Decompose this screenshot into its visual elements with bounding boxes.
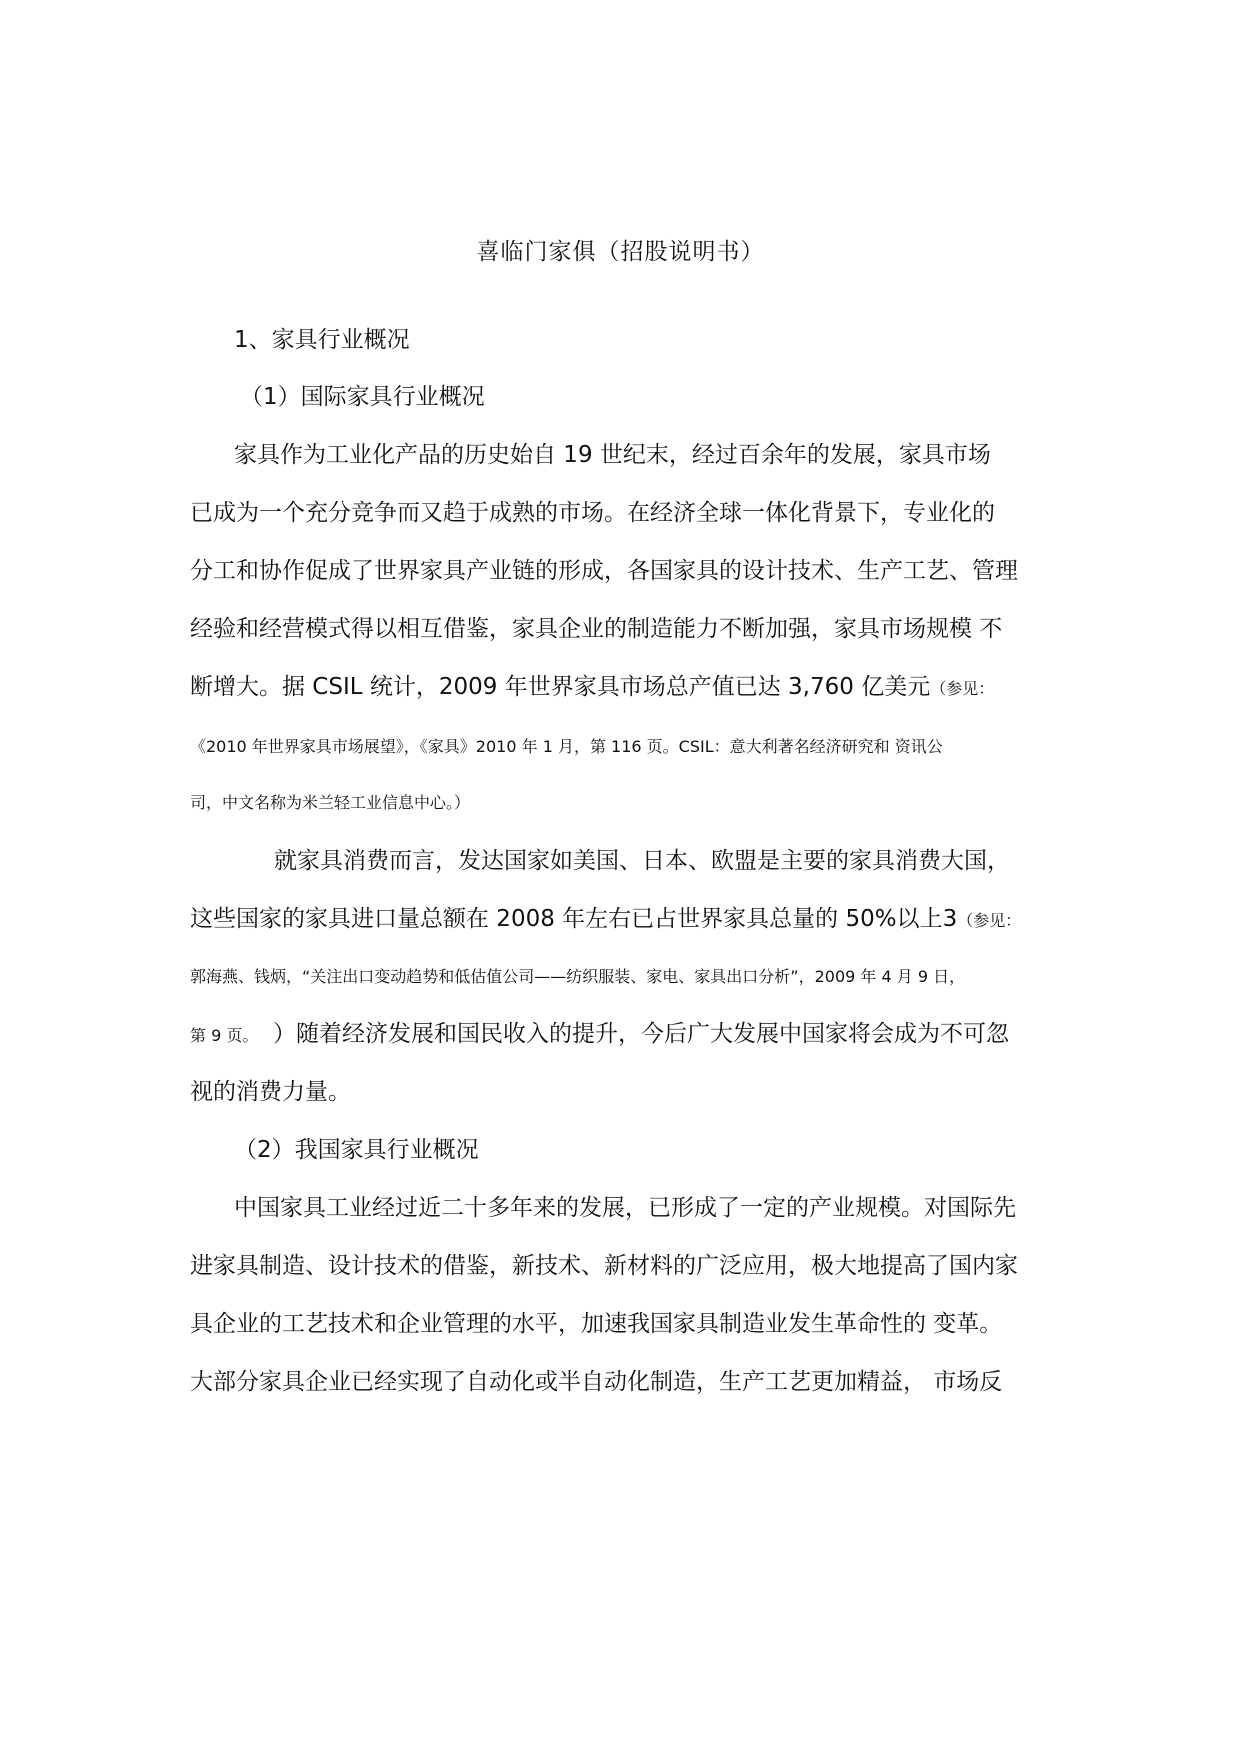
paragraph-text: 断增大。据 CSIL 统计，2009 年世界家具市场总产值已达 3,760 亿美元: [190, 674, 931, 700]
paragraph-line: 分工和协作促成了世界家具产业链的形成，各国家具的设计技术、生产工艺、管理: [190, 558, 1018, 584]
subsection-heading-domestic: （2）我国家具行业概况: [234, 1137, 479, 1163]
footnote-line: 司，中文名称为米兰轻工业信息中心。）: [190, 793, 471, 812]
footnote-text: （参见：: [957, 911, 1022, 930]
footnote-text: （参见：: [930, 679, 995, 698]
paragraph-line: 大部分家具企业已经实现了自动化或半自动化制造，生产工艺更加精益， 市场反: [190, 1369, 1003, 1395]
paragraph-line: 具企业的工艺技术和企业管理的水平，加速我国家具制造业发生革命性的 变革。: [190, 1311, 1003, 1337]
footnote-line: 《2010 年世界家具市场展望》，《家具》2010 年 1 月，第 116 页。CSIL：意大利著名经济研究和 资讯公: [190, 737, 943, 756]
paragraph-line: 中国家具工业经过近二十多年来的发展，已形成了一定的产业规模。对国际先: [234, 1195, 1016, 1221]
paragraph-text: ）随着经济发展和国民收入的提升，今后广大发展中国家将会成为不可忽: [272, 1021, 1009, 1047]
paragraph-text: 这些国家的家具进口量总额在 2008 年左右已占世界家具总量的 50%以上3: [190, 906, 958, 932]
section-heading: 1、家具行业概况: [234, 327, 410, 353]
paragraph-line: [190, 672, 994, 704]
paragraph-line: 家具作为工业化产品的历史始自 19 世纪末，经过百余年的发展，家具市场: [234, 442, 991, 468]
paragraph-line: 经验和经营模式得以相互借鉴，家具企业的制造能力不断加强，家具市场规模 不: [190, 616, 1003, 642]
paragraph-line: 视的消费力量。: [190, 1079, 351, 1105]
footnote-line: 郭海燕、钱炳，“关注出口变动趋势和低估值公司——纺织服装、家电、家具出口分析”，2009 年 4 月 9 日，: [190, 967, 966, 986]
footnote-text: 第 9 页。: [190, 1026, 259, 1045]
subsection-heading-international: （1）国际家具行业概况: [240, 384, 485, 410]
paragraph-line: 进家具制造、设计技术的借鉴，新技术、新材料的广泛应用，极大地提高了国内家: [190, 1253, 1018, 1279]
paragraph-line: [190, 1019, 1009, 1051]
paragraph-line: [190, 904, 1021, 936]
paragraph-line: 就家具消费而言，发达国家如美国、日本、欧盟是主要的家具消费大国，: [274, 848, 1010, 874]
paragraph-line: 已成为一个充分竞争而又趋于成熟的市场。在经济全球一体化背景下，专业化的: [190, 500, 995, 526]
document-title: 喜临门家俱（招股说明书）: [476, 239, 765, 265]
